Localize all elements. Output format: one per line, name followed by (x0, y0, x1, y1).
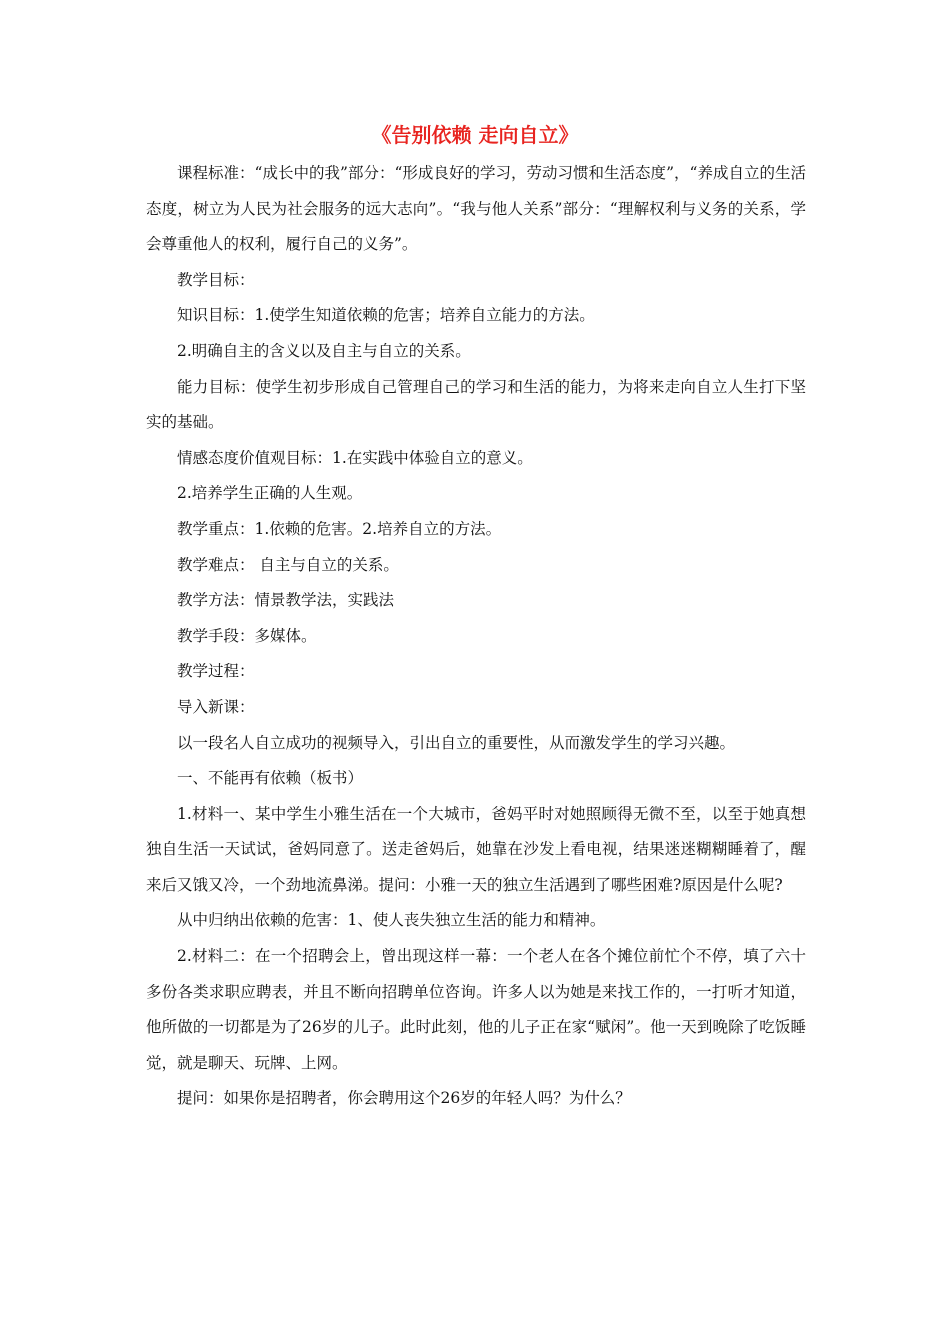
paragraph: 教学重点：1.依赖的危害。2.培养自立的方法。 (177, 519, 502, 538)
paragraph: 2.明确自主的含义以及自主与自立的关系。 (177, 341, 471, 360)
paragraph: 课程标准：“成长中的我”部分：“形成良好的学习，劳动习惯和生活态度”，“养成自立的生活态度，树立为人民为社会服务的远大志向”。“我与他人关系”部分：“理解权利与义务的关系，学会尊重他人的权利，履行自己的义务”。 (146, 164, 806, 254)
paragraph: 1.材料一、某中学生小雅生活在一个大城市，爸妈平时对她照顾得无微不至，以至于她真想独自生活一天试试，爸妈同意了。送走爸妈后，她靠在沙发上看电视，结果迷迷糊糊睡着了，醒来后又饿又冷，一个劲地流鼻涕。提问：小雅一天的独立生活遇到了哪些困难?原因是什么呢? (146, 804, 806, 894)
paragraph: 2.材料二：在一个招聘会上，曾出现这样一幕：一个老人在各个摊位前忙个不停，填了六十多份各类求职应聘表，并且不断向招聘单位咨询。许多人以为她是来找工作的，一打听才知道，他所做的一切都是为了26岁的儿子。此时此刻，他的儿子正在家“赋闲”。他一天到晚除了吃饭睡觉，就是聊天、玩牌、上网。 (146, 947, 806, 1072)
paragraph: 2.培养学生正确的人生观。 (177, 484, 363, 503)
paragraph: 以一段名人自立成功的视频导入，引出自立的重要性，从而激发学生的学习兴趣。 (177, 733, 736, 752)
paragraph: 导入新课： (177, 697, 255, 716)
document-body (146, 156, 806, 1117)
paragraph: 教学难点： 自主与自立的关系。 (177, 555, 399, 574)
document-title: 《告别依赖 走向自立》 (371, 123, 579, 147)
paragraph: 从中归纳出依赖的危害：1、使人丧失独立生活的能力和精神。 (177, 911, 606, 930)
paragraph: 教学过程： (177, 662, 255, 681)
paragraph: 情感态度价值观目标：1.在实践中体验自立的意义。 (177, 448, 533, 467)
paragraph: 教学目标： (177, 270, 255, 289)
section-heading: 一、不能再有依赖（板书） (177, 769, 364, 788)
paragraph: 提问：如果你是招聘者，你会聘用这个26岁的年轻人吗？为什么？ (177, 1089, 631, 1108)
paragraph: 能力目标：使学生初步形成自己管理自己的学习和生活的能力，为将来走向自立人生打下坚实的基础。 (146, 377, 806, 432)
paragraph: 教学手段：多媒体。 (177, 626, 317, 645)
paragraph: 教学方法：情景教学法，实践法 (177, 591, 395, 610)
paragraph: 知识目标：1.使学生知道依赖的危害；培养自立能力的方法。 (177, 306, 595, 325)
